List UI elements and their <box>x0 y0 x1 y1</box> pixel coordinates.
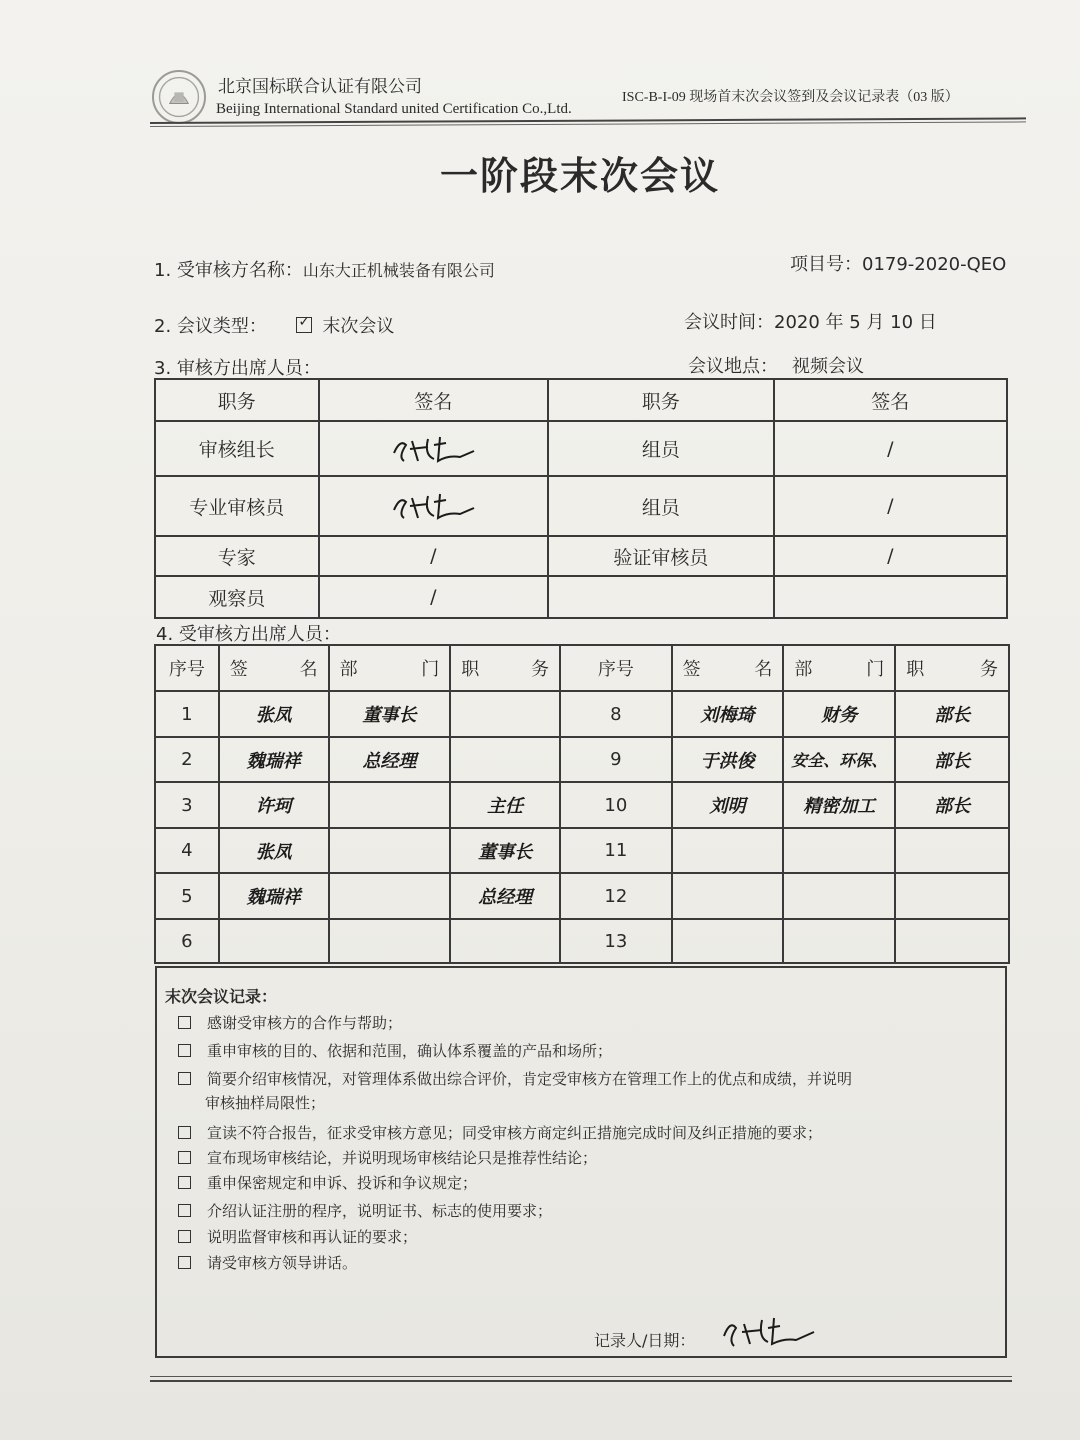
header-char: 职 <box>461 659 480 680</box>
notes-item-text: 重申保密规定和申诉、投诉和争议规定； <box>207 1174 478 1192</box>
notes-item-text: 宣读不符合报告，征求受审核方意见；同受审核方商定纠正措施完成时间及纠正措施的要求； <box>207 1124 823 1142</box>
checkbox-icon <box>178 1126 191 1139</box>
role-cell: 专业审核员 <box>155 476 319 536</box>
notes-item-text: 请受审核方领导讲话。 <box>207 1254 358 1272</box>
notes-item-text: 简要介绍审核情况，对管理体系做出综合评价，肯定受审核方在管理工作上的优点和成绩，并说明 <box>207 1070 853 1088</box>
handwritten-role: 部长 <box>895 737 1009 782</box>
handwritten-dept: 安全、环保、 <box>783 737 895 782</box>
empty-cell <box>783 873 895 919</box>
recorder-signature <box>718 1312 818 1356</box>
audit-team-row <box>155 536 1007 576</box>
empty-cell <box>895 828 1009 873</box>
seq-cell: 1 <box>155 691 219 737</box>
attendee-row <box>155 873 1009 919</box>
seq-cell: 4 <box>155 828 219 873</box>
notes-item-text: 宣布现场审核结论，并说明现场审核结论只是推荐性结论； <box>207 1149 598 1167</box>
recorder-date-label: 记录人/日期： <box>594 1331 696 1350</box>
handwritten-dept <box>329 782 451 828</box>
company-seal-logo <box>152 70 206 124</box>
meeting-notes-title: 末次会议记录： <box>165 987 278 1006</box>
handwritten-dept: 总经理 <box>329 737 451 782</box>
handwritten-signature <box>319 476 549 536</box>
footer-rule <box>150 1380 1012 1382</box>
empty-cell <box>329 919 451 963</box>
header-char: 签 <box>229 659 248 680</box>
handwritten-name: 刘梅琦 <box>672 691 784 737</box>
meeting-type-label: 2. 会议类型： <box>154 316 267 337</box>
notes-item-text: 重申审核的目的、依据和范围，确认体系覆盖的产品和场所； <box>207 1042 613 1060</box>
empty-cell <box>783 919 895 963</box>
col-header-seq: 序号 <box>560 645 672 691</box>
checkbox-icon <box>178 1044 191 1057</box>
meeting-place-line <box>688 352 864 378</box>
handwritten-name: 许珂 <box>219 782 329 828</box>
handwritten-name: 于洪俊 <box>672 737 784 782</box>
header-char: 门 <box>421 659 440 680</box>
signature-slash: / <box>319 536 549 576</box>
notes-item-text: 说明监督审核和再认证的要求； <box>207 1228 418 1246</box>
checkbox-icon <box>178 1204 191 1217</box>
handwritten-role <box>450 737 560 782</box>
audit-team-table <box>154 378 1008 619</box>
header-char: 务 <box>531 659 550 680</box>
project-line <box>790 250 1006 276</box>
col-header-role: 职务 <box>155 379 319 421</box>
col-header-role <box>450 645 560 691</box>
notes-item <box>178 1226 417 1247</box>
meeting-time-label: 会议时间： <box>684 312 774 333</box>
signature-slash: / <box>774 476 1007 536</box>
document-title: 一阶段末次会议 <box>440 154 721 198</box>
seq-cell: 3 <box>155 782 219 828</box>
role-cell: 组员 <box>548 421 773 476</box>
checkbox-icon <box>178 1016 191 1029</box>
signature-slash: / <box>319 576 549 618</box>
role-cell: 专家 <box>155 536 319 576</box>
empty-cell <box>783 828 895 873</box>
role-cell: 组员 <box>548 476 773 536</box>
handwritten-role: 主任 <box>450 782 560 828</box>
seq-cell: 10 <box>560 782 672 828</box>
handwritten-role: 部长 <box>895 691 1009 737</box>
signature-slash: / <box>774 421 1007 476</box>
col-header-role: 职务 <box>548 379 773 421</box>
checkbox-icon <box>178 1256 191 1269</box>
role-cell: 观察员 <box>155 576 319 618</box>
meeting-time-line <box>684 308 937 334</box>
role-cell: 审核组长 <box>155 421 319 476</box>
meeting-place-label: 会议地点： <box>688 356 778 377</box>
empty-cell <box>895 873 1009 919</box>
header-char: 务 <box>980 659 998 680</box>
col-header-sign <box>219 645 329 691</box>
signature-cell <box>774 576 1007 618</box>
handwritten-name: 张凤 <box>219 691 329 737</box>
auditee-attendees-table <box>154 644 1010 964</box>
meeting-place-value: 视频会议 <box>792 356 864 377</box>
col-header-sign <box>672 645 784 691</box>
seq-cell: 12 <box>560 873 672 919</box>
audit-team-row <box>155 576 1007 618</box>
handwritten-dept <box>329 828 451 873</box>
auditee-label: 1. 受审核方名称： <box>154 260 303 281</box>
handwritten-role: 总经理 <box>450 873 560 919</box>
role-cell <box>548 576 773 618</box>
checkbox-checked-icon <box>296 317 312 333</box>
seq-cell: 6 <box>155 919 219 963</box>
auditee-value: 山东大正机械装备有限公司 <box>302 261 495 280</box>
footer-rule-thin <box>150 1376 1012 1377</box>
seq-cell: 2 <box>155 737 219 782</box>
auditee-attendees-label: 4. 受审核方出席人员： <box>156 624 341 645</box>
notes-item <box>178 1040 612 1061</box>
handwritten-dept: 财务 <box>783 691 895 737</box>
signature-slash: / <box>774 536 1007 576</box>
notes-item <box>178 1147 597 1168</box>
notes-item-text: 介绍认证注册的程序，说明证书、标志的使用要求； <box>207 1202 553 1220</box>
handwritten-role: 董事长 <box>450 828 560 873</box>
notes-item-continuation: 审核抽样局限性； <box>205 1094 326 1112</box>
header-char: 名 <box>299 659 318 680</box>
notes-item <box>178 1200 552 1221</box>
empty-cell <box>672 828 784 873</box>
audit-team-row <box>155 476 1007 536</box>
handwritten-role <box>450 691 560 737</box>
header-char: 职 <box>906 659 925 680</box>
seq-cell: 13 <box>560 919 672 963</box>
attendee-row <box>155 737 1009 782</box>
seq-cell: 5 <box>155 873 219 919</box>
handwritten-dept: 董事长 <box>329 691 451 737</box>
audit-team-row <box>155 421 1007 476</box>
handwritten-name: 魏瑞祥 <box>219 737 329 782</box>
checkbox-icon <box>178 1176 191 1189</box>
notes-item <box>178 1122 822 1143</box>
handwritten-name: 魏瑞祥 <box>219 873 329 919</box>
seq-cell: 11 <box>560 828 672 873</box>
company-name-en: Beijing International Standard united Certification Co.,Ltd. <box>216 101 572 117</box>
seq-cell: 8 <box>560 691 672 737</box>
notes-item-text: 感谢受审核方的合作与帮助； <box>207 1014 403 1032</box>
handwritten-role: 部长 <box>895 782 1009 828</box>
empty-cell <box>450 919 560 963</box>
empty-cell <box>895 919 1009 963</box>
col-header-signature: 签名 <box>774 379 1007 421</box>
form-code: ISC-B-I-09 现场首末次会议签到及会议记录表（03 版） <box>622 90 959 105</box>
header-char: 签 <box>682 659 701 680</box>
header-char: 门 <box>866 659 885 680</box>
col-header-dept <box>329 645 451 691</box>
col-header-dept <box>783 645 895 691</box>
empty-cell <box>219 919 329 963</box>
notes-item <box>178 1252 357 1273</box>
auditor-attendees-label: 3. 审核方出席人员： <box>154 358 321 379</box>
meeting-type-line <box>154 312 394 338</box>
attendee-row <box>155 828 1009 873</box>
header-char: 部 <box>794 659 813 680</box>
meeting-time-value: 2020 年 5 月 10 日 <box>774 312 937 333</box>
company-name-cn: 北京国标联合认证有限公司 <box>218 77 422 97</box>
handwritten-dept: 精密加工 <box>783 782 895 828</box>
attendees-header-row <box>155 645 1009 691</box>
checkbox-icon <box>178 1230 191 1243</box>
handwritten-signature <box>319 421 549 476</box>
role-cell: 验证审核员 <box>548 536 773 576</box>
project-number: 0179-2020-QEO <box>862 254 1007 275</box>
notes-item <box>178 1172 477 1193</box>
handwritten-name: 张凤 <box>219 828 329 873</box>
auditee-line <box>154 256 495 282</box>
handwritten-dept <box>329 873 451 919</box>
col-header-role <box>895 645 1009 691</box>
col-header-seq: 序号 <box>155 645 219 691</box>
header-char: 部 <box>339 659 358 680</box>
seq-cell: 9 <box>560 737 672 782</box>
handwritten-name: 刘明 <box>672 782 784 828</box>
project-label: 项目号： <box>790 254 862 275</box>
notes-item <box>178 1012 402 1033</box>
checkbox-icon <box>178 1151 191 1164</box>
attendee-row <box>155 691 1009 737</box>
checkbox-icon <box>178 1072 191 1085</box>
empty-cell <box>672 873 784 919</box>
attendee-row <box>155 782 1009 828</box>
header-char: 名 <box>754 659 773 680</box>
col-header-signature: 签名 <box>319 379 549 421</box>
notes-item <box>178 1068 852 1089</box>
audit-team-header-row <box>155 379 1007 421</box>
meeting-type-value: 末次会议 <box>322 316 395 337</box>
attendee-row <box>155 919 1009 963</box>
empty-cell <box>672 919 784 963</box>
